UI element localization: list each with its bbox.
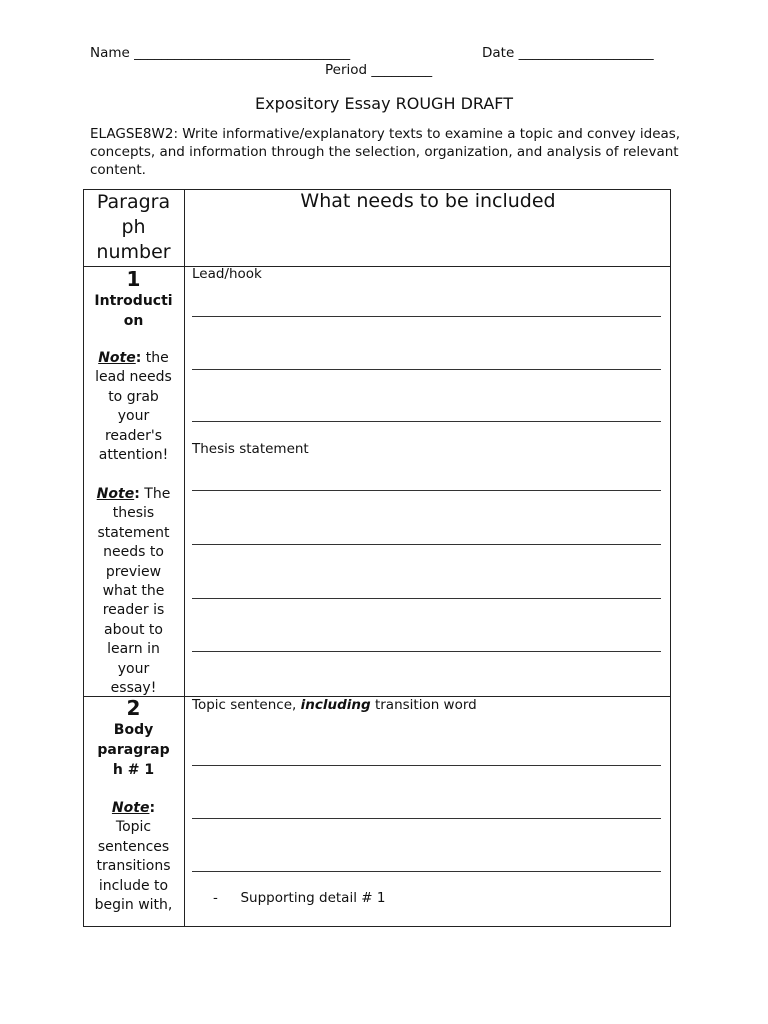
column-divider bbox=[184, 189, 185, 927]
supporting-detail-item bbox=[213, 890, 385, 906]
name-field bbox=[90, 45, 350, 61]
period-field bbox=[325, 62, 432, 78]
page-title: Expository Essay ROUGH DRAFT bbox=[254, 94, 513, 113]
topic-sentence-note: Note: Topic sentences transitions include to begin with, bbox=[94, 800, 173, 914]
lead-note: Note: the lead needs to grab your reader's attention! bbox=[95, 350, 172, 464]
column-header-what-included: What needs to be included bbox=[300, 190, 556, 212]
writing-line[interactable] bbox=[192, 598, 661, 599]
writing-line[interactable] bbox=[192, 490, 661, 491]
table-border-bottom bbox=[83, 926, 671, 927]
worksheet-table bbox=[83, 189, 671, 927]
topic-sentence-prompt: Topic sentence, including transition word bbox=[192, 697, 477, 713]
period-blank: _________ bbox=[371, 62, 433, 78]
writing-line[interactable] bbox=[192, 765, 661, 766]
paragraph-number: 2 bbox=[126, 696, 141, 720]
name-label: Name bbox=[90, 45, 130, 61]
bullet-dash: - bbox=[213, 890, 218, 906]
writing-line[interactable] bbox=[192, 316, 661, 317]
paragraph-title: Introducti on bbox=[94, 293, 173, 329]
writing-line[interactable] bbox=[192, 818, 661, 819]
paragraph-title: Body paragrap h # 1 bbox=[97, 722, 170, 778]
date-field bbox=[482, 45, 654, 61]
writing-line[interactable] bbox=[192, 369, 661, 370]
writing-line[interactable] bbox=[192, 651, 661, 652]
column-header-paragraph-number: Paragra ph number bbox=[96, 191, 171, 263]
lead-hook-prompt: Lead/hook bbox=[192, 266, 262, 282]
writing-line[interactable] bbox=[192, 871, 661, 872]
date-label: Date bbox=[482, 45, 515, 61]
writing-line[interactable] bbox=[192, 421, 661, 422]
name-blank: ________________________________ bbox=[134, 45, 351, 61]
standard-description: ELAGSE8W2: Write informative/explanatory texts to examine a topic and convey ideas, concepts, and information through the selection, organization, and analysis of relevant content. bbox=[90, 126, 681, 178]
supporting-detail-label: Supporting detail # 1 bbox=[240, 890, 386, 906]
row-intro-label-cell bbox=[83, 267, 184, 331]
period-label: Period bbox=[325, 62, 368, 78]
writing-line[interactable] bbox=[192, 544, 661, 545]
thesis-statement-prompt: Thesis statement bbox=[192, 441, 309, 457]
thesis-note: Note: The thesis statement needs to preview what the reader is about to learn in your essay! bbox=[96, 486, 171, 697]
paragraph-number: 1 bbox=[126, 267, 141, 291]
row-body1-label-cell bbox=[83, 696, 184, 780]
table-border-right bbox=[670, 189, 671, 927]
date-blank: ____________________ bbox=[518, 45, 654, 61]
